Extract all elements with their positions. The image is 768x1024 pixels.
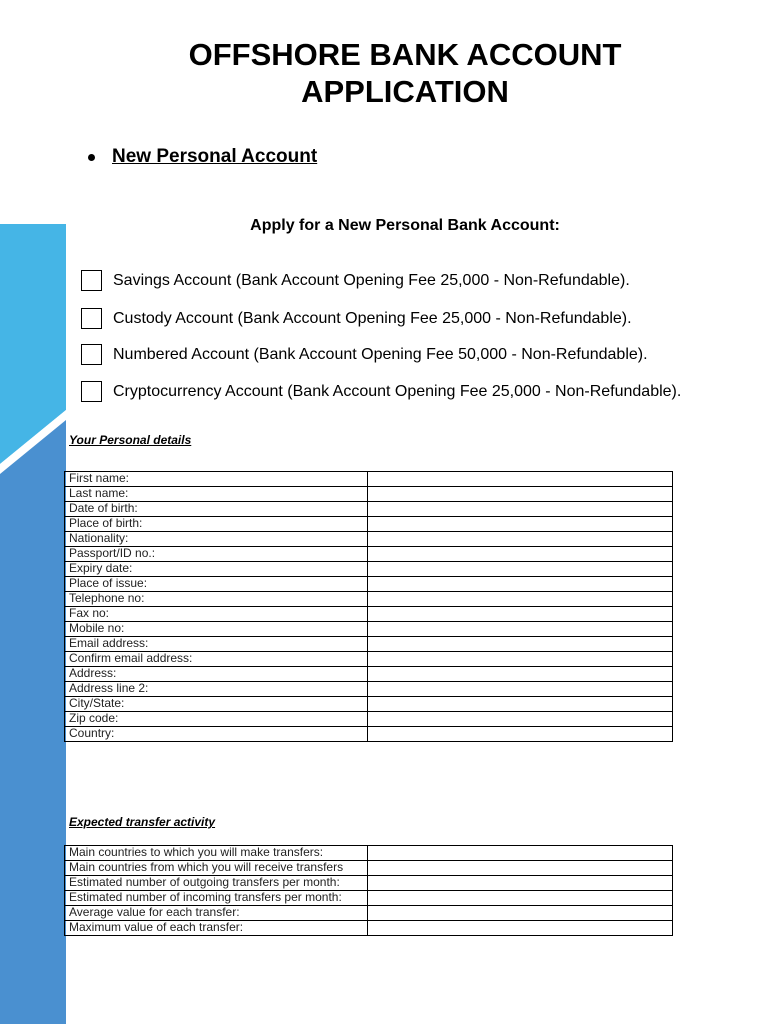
transfer-activity-heading: Expected transfer activity — [69, 815, 216, 829]
place-of-birth-input[interactable] — [368, 517, 673, 532]
option-numbered-label: Numbered Account (Bank Account Opening Fee 50,000 - Non-Refundable). — [113, 345, 648, 363]
countries-from-input[interactable] — [368, 861, 673, 876]
field-label: Mobile no: — [65, 622, 368, 637]
city-state-input[interactable] — [368, 697, 673, 712]
zip-code-input[interactable] — [368, 712, 673, 727]
bullet-dot-icon — [88, 154, 95, 161]
field-label: Passport/ID no.: — [65, 547, 368, 562]
field-label: Email address: — [65, 637, 368, 652]
field-label: Country: — [65, 727, 368, 742]
field-label: City/State: — [65, 697, 368, 712]
country-input[interactable] — [368, 727, 673, 742]
fax-input[interactable] — [368, 607, 673, 622]
telephone-input[interactable] — [368, 592, 673, 607]
table-row — [65, 891, 673, 906]
field-label: Telephone no: — [65, 592, 368, 607]
table-row — [65, 532, 673, 547]
average-value-input[interactable] — [368, 906, 673, 921]
table-row — [65, 921, 673, 936]
expiry-date-input[interactable] — [368, 562, 673, 577]
option-savings[interactable] — [81, 270, 630, 291]
checkbox-savings[interactable] — [81, 270, 102, 291]
table-row — [65, 517, 673, 532]
transfer-activity-table — [64, 845, 673, 936]
checkbox-numbered[interactable] — [81, 344, 102, 365]
field-label: Place of birth: — [65, 517, 368, 532]
last-name-input[interactable] — [368, 487, 673, 502]
checkbox-custody[interactable] — [81, 308, 102, 329]
account-type-bullet — [88, 146, 317, 168]
table-row — [65, 682, 673, 697]
table-row — [65, 502, 673, 517]
passport-id-input[interactable] — [368, 547, 673, 562]
table-row — [65, 592, 673, 607]
side-band-dark — [0, 420, 66, 1024]
field-label: Place of issue: — [65, 577, 368, 592]
field-label: Address: — [65, 667, 368, 682]
table-row — [65, 472, 673, 487]
table-row — [65, 622, 673, 637]
place-of-issue-input[interactable] — [368, 577, 673, 592]
field-label: Address line 2: — [65, 682, 368, 697]
field-label: Nationality: — [65, 532, 368, 547]
table-row — [65, 607, 673, 622]
field-label: Maximum value of each transfer: — [65, 921, 368, 936]
option-numbered[interactable] — [81, 344, 648, 365]
table-row — [65, 487, 673, 502]
account-type-label: New Personal Account — [112, 146, 318, 167]
table-row — [65, 652, 673, 667]
table-row — [65, 562, 673, 577]
decorative-side-band — [0, 224, 66, 1024]
table-row — [65, 697, 673, 712]
table-row — [65, 637, 673, 652]
option-cryptocurrency-label: Cryptocurrency Account (Bank Account Opening Fee 25,000 - Non-Refundable). — [113, 382, 682, 400]
outgoing-transfers-input[interactable] — [368, 876, 673, 891]
personal-details-table — [64, 471, 673, 742]
field-label: Last name: — [65, 487, 368, 502]
option-savings-label: Savings Account (Bank Account Opening Fee 25,000 - Non-Refundable). — [113, 271, 630, 289]
field-label: Expiry date: — [65, 562, 368, 577]
email-input[interactable] — [368, 637, 673, 652]
table-row — [65, 876, 673, 891]
field-label: Average value for each transfer: — [65, 906, 368, 921]
personal-details-heading: Your Personal details — [69, 433, 192, 447]
first-name-input[interactable] — [368, 472, 673, 487]
option-cryptocurrency[interactable] — [81, 381, 681, 402]
field-label: Estimated number of outgoing transfers per month: — [65, 876, 368, 891]
field-label: Zip code: — [65, 712, 368, 727]
table-row — [65, 577, 673, 592]
field-label: Estimated number of incoming transfers per month: — [65, 891, 368, 906]
table-row — [65, 667, 673, 682]
field-label: Confirm email address: — [65, 652, 368, 667]
confirm-email-input[interactable] — [368, 652, 673, 667]
field-label: Main countries to which you will make transfers: — [65, 846, 368, 861]
table-row — [65, 861, 673, 876]
table-row — [65, 846, 673, 861]
table-row — [65, 712, 673, 727]
option-custody-label: Custody Account (Bank Account Opening Fee 25,000 - Non-Refundable). — [113, 309, 632, 327]
page-title — [0, 36, 768, 110]
mobile-input[interactable] — [368, 622, 673, 637]
countries-to-input[interactable] — [368, 846, 673, 861]
nationality-input[interactable] — [368, 532, 673, 547]
date-of-birth-input[interactable] — [368, 502, 673, 517]
table-row — [65, 727, 673, 742]
title-line-1: OFFSHORE BANK ACCOUNT — [188, 37, 622, 72]
table-row — [65, 547, 673, 562]
incoming-transfers-input[interactable] — [368, 891, 673, 906]
field-label: Date of birth: — [65, 502, 368, 517]
field-label: Fax no: — [65, 607, 368, 622]
field-label: First name: — [65, 472, 368, 487]
option-custody[interactable] — [81, 308, 632, 329]
checkbox-cryptocurrency[interactable] — [81, 381, 102, 402]
maximum-value-input[interactable] — [368, 921, 673, 936]
address-line-2-input[interactable] — [368, 682, 673, 697]
apply-heading: Apply for a New Personal Bank Account: — [250, 217, 560, 234]
field-label: Main countries from which you will receive transfers — [65, 861, 368, 876]
title-line-2: APPLICATION — [301, 74, 509, 109]
table-row — [65, 906, 673, 921]
address-input[interactable] — [368, 667, 673, 682]
